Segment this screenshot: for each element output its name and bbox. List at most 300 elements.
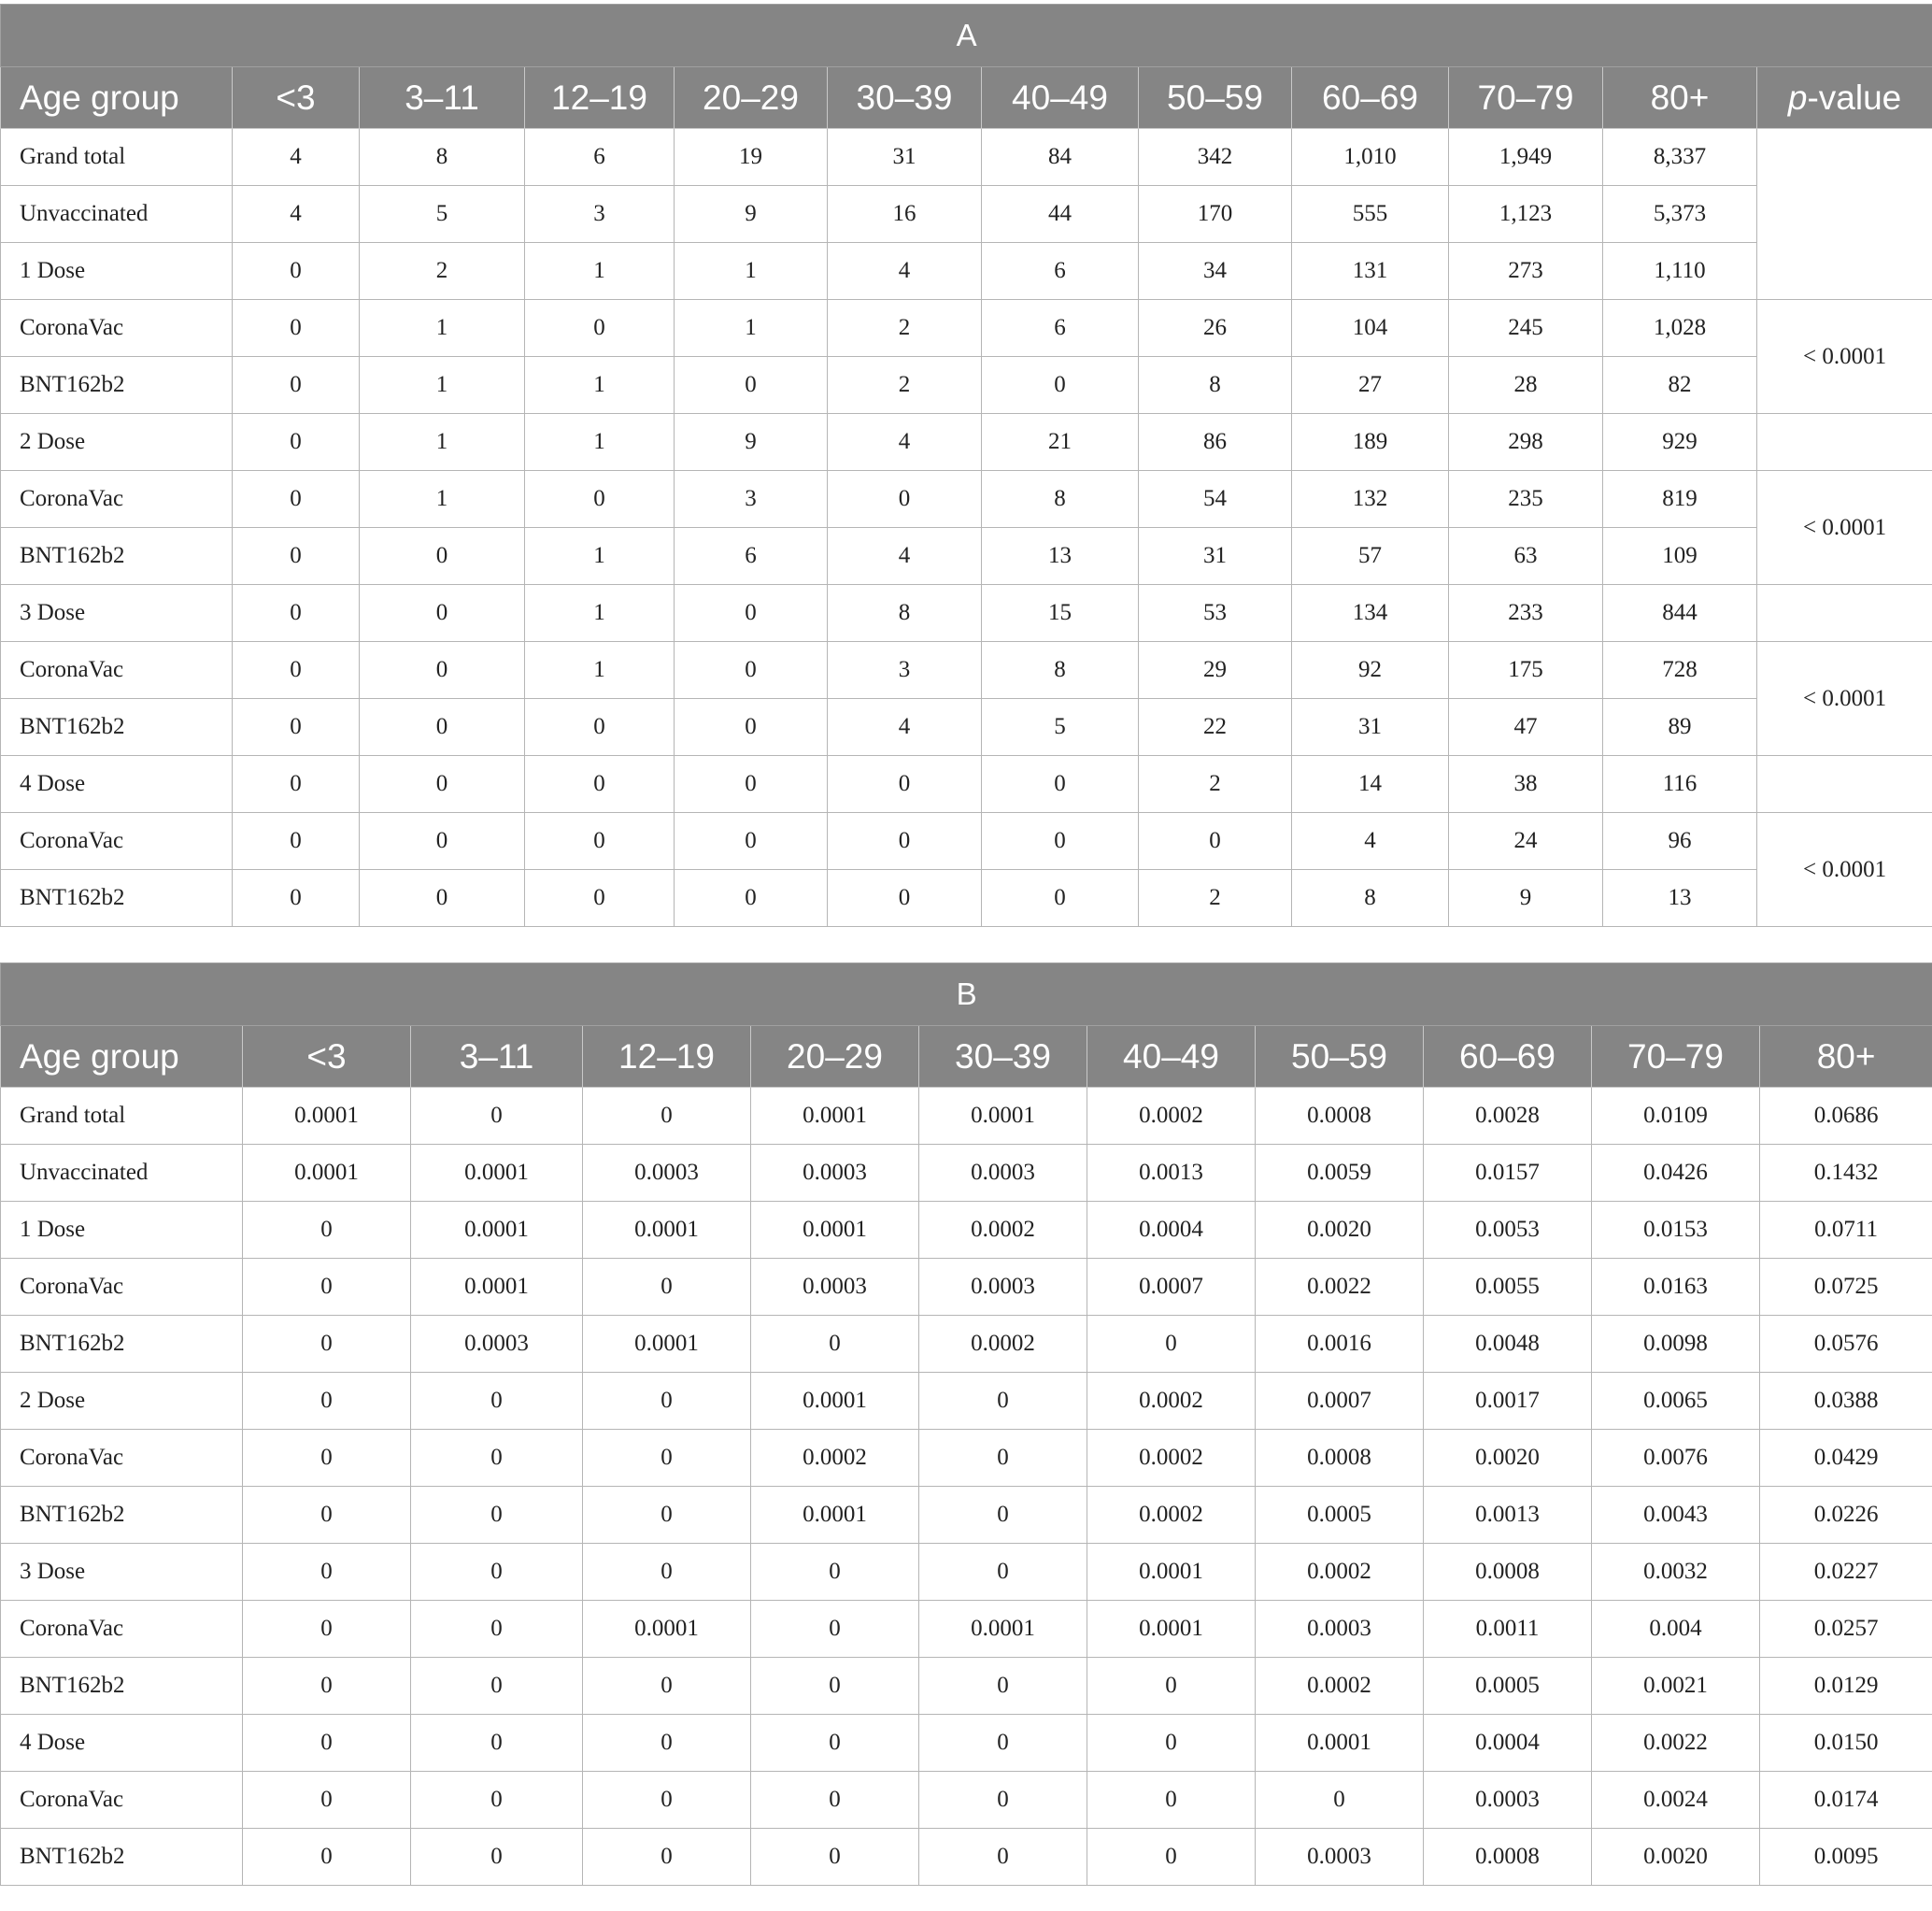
header-age: 60–69 [1292,67,1449,129]
table-row [1,1430,1932,1487]
table-cell: 0 [411,1544,583,1601]
table-cell: 0.0001 [583,1316,751,1373]
table-row [1,1601,1932,1658]
table-row [1,414,1932,471]
table-cell: 9 [675,414,828,471]
row-label: 1 Dose [1,1202,243,1259]
table-cell: 0.0004 [1424,1715,1592,1772]
row-label: 4 Dose [1,1715,243,1772]
table-cell: 0.0002 [1256,1544,1424,1601]
table-cell: 0.0257 [1760,1601,1932,1658]
table-cell: 273 [1449,243,1603,300]
table-cell: 0.0388 [1760,1373,1932,1430]
table-cell: 0 [411,1088,583,1145]
header-age: 12–19 [583,1026,751,1088]
table-cell: 1 [675,243,828,300]
table-row [1,1715,1932,1772]
table-cell: 0 [233,870,360,927]
table-cell: 189 [1292,414,1449,471]
table-cell: 13 [1603,870,1757,927]
table-cell: 0.0007 [1256,1373,1424,1430]
table-cell: 0.0227 [1760,1544,1932,1601]
table-cell: 0.0001 [411,1145,583,1202]
row-label: 2 Dose [1,1373,243,1430]
table-row [1,1544,1932,1601]
table-cell: 0.0001 [751,1088,919,1145]
table-cell: 0 [233,699,360,756]
table-row [1,357,1932,414]
table-cell: 0 [360,756,525,813]
table-cell: 0.0005 [1424,1658,1592,1715]
table-cell: 8 [360,129,525,186]
table-cell: 0.0055 [1424,1259,1592,1316]
table-cell: 8 [982,642,1139,699]
table-cell: 0.0001 [919,1601,1087,1658]
table-cell: 0.0095 [1760,1829,1932,1886]
table-cell: 27 [1292,357,1449,414]
table-cell: 16 [828,186,982,243]
table-cell: 116 [1603,756,1757,813]
row-label: Unvaccinated [1,1145,243,1202]
table-cell: 0 [982,870,1139,927]
header-age: 50–59 [1256,1026,1424,1088]
table-cell: 0.0002 [1256,1658,1424,1715]
table-cell: 4 [233,129,360,186]
table-cell: 0.0150 [1760,1715,1932,1772]
table-cell: 0 [525,300,675,357]
table-row [1,1145,1932,1202]
table-row [1,1202,1932,1259]
table-cell: 8 [982,471,1139,528]
table-row [1,1772,1932,1829]
table-cell: 6 [982,243,1139,300]
table-cell: 31 [1292,699,1449,756]
p-value-cell: < 0.0001 [1757,471,1932,585]
table-cell: 6 [525,129,675,186]
header-age: 80+ [1603,67,1757,129]
table-cell: 34 [1139,243,1292,300]
table-cell: 1 [525,243,675,300]
table-cell: 0 [982,813,1139,870]
table-cell: 0.0002 [1087,1430,1256,1487]
table-cell: 0 [360,528,525,585]
table-row [1,1088,1932,1145]
table-cell: 0 [233,300,360,357]
table-cell: 15 [982,585,1139,642]
table-cell: 0 [1087,1772,1256,1829]
table-cell: 4 [828,243,982,300]
table-cell: 0.0022 [1592,1715,1760,1772]
table-cell: 1,010 [1292,129,1449,186]
table-cell: 0.0059 [1256,1145,1424,1202]
table-cell: 24 [1449,813,1603,870]
table-cell: 0.0003 [411,1316,583,1373]
p-value-empty [1757,414,1932,471]
row-label: BNT162b2 [1,357,233,414]
table-cell: 0.004 [1592,1601,1760,1658]
row-label: 3 Dose [1,1544,243,1601]
table-cell: 0.0001 [1087,1601,1256,1658]
table-cell: 0 [411,1601,583,1658]
table-cell: 0 [233,471,360,528]
table-cell: 0.0109 [1592,1088,1760,1145]
table-cell: 0.0426 [1592,1145,1760,1202]
table-cell: 0 [243,1202,411,1259]
table-cell: 0.0174 [1760,1772,1932,1829]
table-cell: 819 [1603,471,1757,528]
table-cell: 0.0043 [1592,1487,1760,1544]
table-cell: 0 [243,1430,411,1487]
row-label: 2 Dose [1,414,233,471]
table-cell: 0 [243,1601,411,1658]
table-cell: 0.0013 [1424,1487,1592,1544]
table-cell: 3 [525,186,675,243]
row-label: CoronaVac [1,642,233,699]
table-cell: 0 [525,870,675,927]
table-cell: 0 [583,1658,751,1715]
table-row [1,1487,1932,1544]
row-label: CoronaVac [1,300,233,357]
table-cell: 0 [243,1316,411,1373]
table-cell: 0 [411,1829,583,1886]
table-cell: 54 [1139,471,1292,528]
table-cell: 26 [1139,300,1292,357]
table-cell: 0 [233,642,360,699]
table-cell: 8,337 [1603,129,1757,186]
table-b [0,963,1932,1886]
table-cell: 82 [1603,357,1757,414]
row-label: BNT162b2 [1,1658,243,1715]
table-cell: 0 [1256,1772,1424,1829]
table-cell: 104 [1292,300,1449,357]
table-cell: 0.0001 [411,1259,583,1316]
table-row [1,186,1932,243]
table-cell: 0.0002 [919,1316,1087,1373]
table-cell: 0.0002 [919,1202,1087,1259]
table-row [1,813,1932,870]
table-cell: 131 [1292,243,1449,300]
header-age-group: Age group [1,67,233,129]
table-cell: 0 [360,642,525,699]
table-cell: 0 [675,813,828,870]
table-cell: 0.0001 [243,1145,411,1202]
table-cell: 0 [411,1373,583,1430]
table-cell: 47 [1449,699,1603,756]
table-cell: 0 [675,756,828,813]
table-a-title: A [1,5,1932,67]
table-cell: 0.0008 [1256,1088,1424,1145]
table-cell: 0.0011 [1424,1601,1592,1658]
table-cell: 1 [525,642,675,699]
table-cell: 0 [1139,813,1292,870]
table-cell: 31 [1139,528,1292,585]
table-row [1,528,1932,585]
table-cell: 13 [982,528,1139,585]
table-cell: 298 [1449,414,1603,471]
table-cell: 4 [828,414,982,471]
table-cell: 19 [675,129,828,186]
table-cell: 0 [583,1259,751,1316]
table-cell: 245 [1449,300,1603,357]
table-cell: 0 [982,357,1139,414]
table-row [1,243,1932,300]
table-cell: 134 [1292,585,1449,642]
table-cell: 6 [982,300,1139,357]
table-cell: 0 [525,756,675,813]
table-cell: 0.0032 [1592,1544,1760,1601]
table-cell: 0 [525,471,675,528]
table-cell: 0.0686 [1760,1088,1932,1145]
table-cell: 0.0002 [1087,1088,1256,1145]
table-cell: 0 [982,756,1139,813]
header-age: 60–69 [1424,1026,1592,1088]
table-cell: 0 [1087,1829,1256,1886]
table-cell: 0 [583,1829,751,1886]
table-cell: 0.0001 [751,1373,919,1430]
table-cell: 0 [675,585,828,642]
table-cell: 0 [583,1772,751,1829]
table-cell: 92 [1292,642,1449,699]
table-cell: 89 [1603,699,1757,756]
table-cell: 0.0021 [1592,1658,1760,1715]
table-cell: 929 [1603,414,1757,471]
table-cell: 0 [411,1658,583,1715]
table-cell: 0.0007 [1087,1259,1256,1316]
table-cell: 0.0003 [919,1145,1087,1202]
table-cell: 0.0001 [1087,1544,1256,1601]
table-cell: 0 [828,870,982,927]
table-cell: 0 [243,1544,411,1601]
table-cell: 0.0003 [583,1145,751,1202]
table-cell: 14 [1292,756,1449,813]
table-cell: 844 [1603,585,1757,642]
table-cell: 22 [1139,699,1292,756]
table-cell: 1,949 [1449,129,1603,186]
table-cell: 0.0001 [919,1088,1087,1145]
table-cell: 0 [233,243,360,300]
table-cell: 0 [243,1373,411,1430]
table-cell: 3 [675,471,828,528]
table-cell: 2 [1139,756,1292,813]
table-cell: 1,110 [1603,243,1757,300]
table-row [1,870,1932,927]
p-suffix: -value [1807,78,1902,117]
table-row [1,1316,1932,1373]
table-cell: 0 [828,813,982,870]
table-cell: 0 [583,1715,751,1772]
table-cell: 0.0003 [1256,1829,1424,1886]
table-cell: 0.0001 [751,1487,919,1544]
table-row [1,1373,1932,1430]
table-cell: 0 [411,1772,583,1829]
table-cell: 0 [233,585,360,642]
p-value-cell: < 0.0001 [1757,642,1932,756]
row-label: BNT162b2 [1,528,233,585]
table-cell: 0.0001 [583,1601,751,1658]
table-cell: 21 [982,414,1139,471]
table-cell: 132 [1292,471,1449,528]
table-cell: 28 [1449,357,1603,414]
header-age: <3 [233,67,360,129]
table-cell: 0.0001 [583,1202,751,1259]
table-cell: 0 [919,1373,1087,1430]
table-cell: 555 [1292,186,1449,243]
table-cell: 0 [243,1715,411,1772]
row-label: Grand total [1,1088,243,1145]
table-a [0,4,1932,927]
row-label: Grand total [1,129,233,186]
table-cell: 0 [751,1658,919,1715]
table-cell: 4 [828,699,982,756]
table-cell: 0 [583,1487,751,1544]
table-cell: 0 [1087,1658,1256,1715]
table-cell: 0.0001 [751,1202,919,1259]
table-cell: 0 [360,699,525,756]
table-cell: 9 [1449,870,1603,927]
table-cell: 0 [360,870,525,927]
table-cell: 0.0003 [751,1259,919,1316]
table-cell: 0 [411,1487,583,1544]
header-age: 30–39 [828,67,982,129]
table-cell: 0 [919,1430,1087,1487]
table-cell: 0 [919,1487,1087,1544]
table-cell: 1,123 [1449,186,1603,243]
table-cell: 57 [1292,528,1449,585]
header-age: 3–11 [360,67,525,129]
row-label: CoronaVac [1,471,233,528]
table-cell: 3 [828,642,982,699]
table-cell: 0.0001 [1256,1715,1424,1772]
table-cell: 235 [1449,471,1603,528]
p-value-empty [1757,585,1932,642]
table-cell: 0 [919,1772,1087,1829]
table-row [1,300,1932,357]
table-cell: 0 [1087,1316,1256,1373]
table-cell: 0 [233,357,360,414]
header-age: 12–19 [525,67,675,129]
table-b-title: B [1,963,1932,1026]
table-cell: 0 [675,357,828,414]
table-cell: 0.1432 [1760,1145,1932,1202]
table-cell: 0 [525,699,675,756]
table-cell: 0.0016 [1256,1316,1424,1373]
table-cell: 0 [751,1715,919,1772]
table-cell: 0.0002 [751,1430,919,1487]
table-row [1,756,1932,813]
table-cell: 0 [411,1715,583,1772]
table-cell: 0 [751,1601,919,1658]
table-cell: 0.0008 [1424,1829,1592,1886]
table-row [1,129,1932,186]
table-row [1,471,1932,528]
table-cell: 0.0020 [1592,1829,1760,1886]
table-cell: 0.0153 [1592,1202,1760,1259]
header-age: 20–29 [751,1026,919,1088]
p-value-empty [1757,756,1932,813]
table-cell: 44 [982,186,1139,243]
table-cell: 0 [751,1544,919,1601]
table-row [1,642,1932,699]
table-cell: 0 [828,756,982,813]
table-cell: 0.0065 [1592,1373,1760,1430]
table-cell: 0.0004 [1087,1202,1256,1259]
header-age: 50–59 [1139,67,1292,129]
table-cell: 0.0725 [1760,1259,1932,1316]
table-cell: 0.0008 [1256,1430,1424,1487]
row-label: BNT162b2 [1,1829,243,1886]
row-label: BNT162b2 [1,1316,243,1373]
table-cell: 5 [982,699,1139,756]
table-cell: 1 [675,300,828,357]
table-cell: 0.0020 [1256,1202,1424,1259]
table-cell: 0 [233,756,360,813]
table-cell: 0.0028 [1424,1088,1592,1145]
table-cell: 0.0711 [1760,1202,1932,1259]
header-age: 30–39 [919,1026,1087,1088]
row-label: BNT162b2 [1,699,233,756]
table-cell: 38 [1449,756,1603,813]
table-cell: 0.0053 [1424,1202,1592,1259]
table-row [1,699,1932,756]
table-cell: 0 [675,699,828,756]
table-cell: 86 [1139,414,1292,471]
header-age-group: Age group [1,1026,243,1088]
table-cell: 0 [675,642,828,699]
table-cell: 0.0576 [1760,1316,1932,1373]
table-cell: 1 [525,585,675,642]
table-b-header-row [1,1026,1932,1088]
table-cell: 2 [828,300,982,357]
row-label: CoronaVac [1,1259,243,1316]
table-cell: 0.0098 [1592,1316,1760,1373]
table-cell: 0 [243,1259,411,1316]
table-cell: 0 [583,1430,751,1487]
table-cell: 0.0003 [1256,1601,1424,1658]
row-label: 1 Dose [1,243,233,300]
table-cell: 0.0163 [1592,1259,1760,1316]
table-cell: 0 [243,1658,411,1715]
table-cell: 175 [1449,642,1603,699]
table-cell: 0.0048 [1424,1316,1592,1373]
header-age: 20–29 [675,67,828,129]
table-cell: 170 [1139,186,1292,243]
table-cell: 0 [243,1829,411,1886]
header-p-value [1757,67,1932,129]
table-cell: 0 [583,1088,751,1145]
table-row [1,585,1932,642]
table-cell: 1 [360,414,525,471]
table-cell: 0.0157 [1424,1145,1592,1202]
table-cell: 63 [1449,528,1603,585]
table-cell: 0 [243,1772,411,1829]
table-cell: 0.0226 [1760,1487,1932,1544]
table-cell: 0 [525,813,675,870]
table-cell: 0.0129 [1760,1658,1932,1715]
table-cell: 0 [233,528,360,585]
table-cell: 0.0003 [751,1145,919,1202]
header-age: 3–11 [411,1026,583,1088]
row-label: CoronaVac [1,1430,243,1487]
table-cell: 4 [1292,813,1449,870]
table-cell: 2 [360,243,525,300]
table-cell: 0.0013 [1087,1145,1256,1202]
table-cell: 0 [919,1544,1087,1601]
table-cell: 84 [982,129,1139,186]
table-cell: 1 [525,357,675,414]
table-cell: 1 [525,414,675,471]
table-cell: 0.0429 [1760,1430,1932,1487]
row-label: 4 Dose [1,756,233,813]
